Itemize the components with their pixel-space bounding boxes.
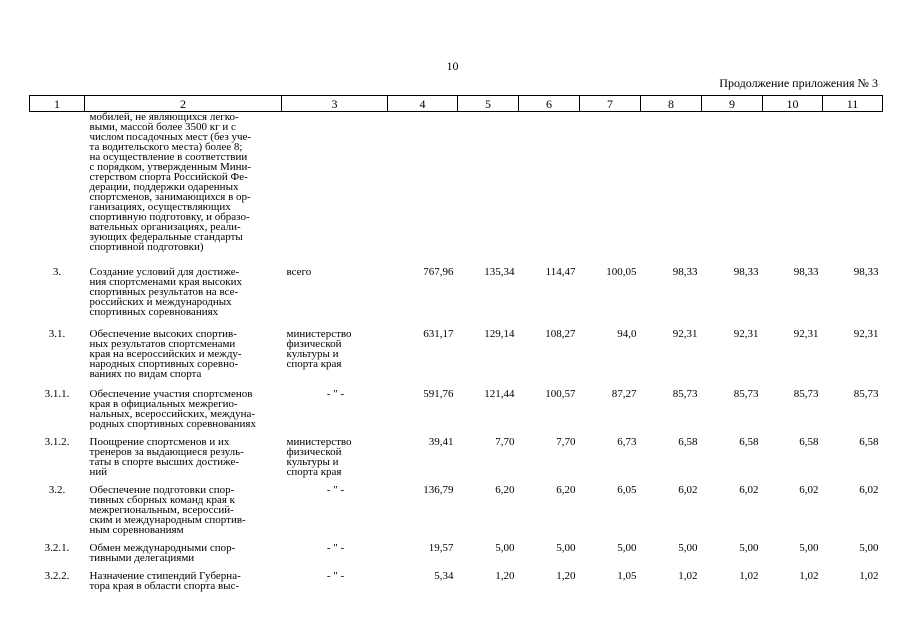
item-description: Обеспечение участия спортсменов края в официальных межрегио- нальных, всероссийских, междуна- родных спортивных соревнованиях bbox=[89, 388, 256, 430]
value-cell: 85,73 bbox=[733, 388, 759, 400]
value-cell: 1,05 bbox=[617, 570, 637, 582]
item-number: 3.1.1. bbox=[44, 388, 70, 400]
column-header: 6 bbox=[519, 96, 580, 112]
value-cell: 85,73 bbox=[793, 388, 819, 400]
table-row bbox=[30, 267, 883, 329]
value-cell: 767,96 bbox=[423, 266, 454, 278]
value-cell: 114,47 bbox=[545, 266, 576, 278]
value-cell bbox=[823, 112, 883, 268]
value-cell: 7,70 bbox=[556, 436, 576, 448]
table-row bbox=[30, 485, 883, 543]
item-number: 3.1.2. bbox=[44, 436, 70, 448]
value-cell: 129,14 bbox=[484, 328, 515, 340]
item-number: 3.2. bbox=[48, 484, 66, 496]
item-executor: - " - bbox=[326, 570, 345, 582]
value-cell: 87,27 bbox=[611, 388, 637, 400]
column-header: 10 bbox=[763, 96, 823, 112]
value-cell: 5,00 bbox=[678, 542, 698, 554]
value-cell: 92,31 bbox=[793, 328, 819, 340]
item-description: Обеспечение высоких спортив- ных результатов спортсменами края на всероссийских и между- народных спортивных соревно- ваниях по видам спорта bbox=[89, 328, 242, 380]
value-cell bbox=[388, 112, 458, 268]
value-cell: 39,41 bbox=[428, 436, 454, 448]
item-description: Назначение стипендий Губерна- тора края в области спорта выс- bbox=[89, 570, 241, 592]
header-row bbox=[30, 96, 883, 112]
value-cell: 19,57 bbox=[428, 542, 454, 554]
table-row bbox=[30, 437, 883, 485]
column-header: 3 bbox=[282, 96, 388, 112]
value-cell: 6,73 bbox=[617, 436, 637, 448]
value-cell: 98,33 bbox=[733, 266, 759, 278]
value-cell: 100,57 bbox=[545, 388, 576, 400]
value-cell: 136,79 bbox=[423, 484, 454, 496]
value-cell: 1,20 bbox=[556, 570, 576, 582]
table-header bbox=[30, 96, 883, 112]
value-cell: 100,05 bbox=[606, 266, 637, 278]
value-cell: 6,58 bbox=[859, 436, 879, 448]
value-cell: 135,34 bbox=[484, 266, 515, 278]
value-cell: 94,0 bbox=[617, 328, 637, 340]
value-cell: 1,20 bbox=[495, 570, 515, 582]
value-cell: 5,00 bbox=[739, 542, 759, 554]
value-cell: 1,02 bbox=[678, 570, 698, 582]
value-cell: 6,02 bbox=[678, 484, 698, 496]
value-cell: 1,02 bbox=[739, 570, 759, 582]
value-cell: 5,00 bbox=[859, 542, 879, 554]
value-cell: 7,70 bbox=[495, 436, 515, 448]
value-cell: 6,20 bbox=[556, 484, 576, 496]
value-cell: 98,33 bbox=[793, 266, 819, 278]
value-cell: 6,20 bbox=[495, 484, 515, 496]
item-description: Обмен международными спор- тивными делегациями bbox=[89, 542, 236, 564]
budget-table bbox=[29, 95, 883, 596]
value-cell: 6,58 bbox=[678, 436, 698, 448]
value-cell: 92,31 bbox=[853, 328, 879, 340]
table-row bbox=[30, 571, 883, 596]
value-cell: 5,00 bbox=[495, 542, 515, 554]
value-cell: 6,02 bbox=[859, 484, 879, 496]
item-description: Обеспечение подготовки спор- тивных сборных команд края к межрегиональным, всероссий- ским и международным спортив- ным соревнованиям bbox=[89, 484, 246, 536]
value-cell: 5,00 bbox=[556, 542, 576, 554]
value-cell: 631,17 bbox=[423, 328, 454, 340]
column-header: 5 bbox=[458, 96, 519, 112]
column-header: 11 bbox=[823, 96, 883, 112]
item-executor: всего bbox=[286, 266, 312, 278]
value-cell: 1,02 bbox=[799, 570, 819, 582]
value-cell bbox=[458, 112, 519, 268]
item-number: 3.2.1. bbox=[44, 542, 70, 554]
value-cell: 6,05 bbox=[617, 484, 637, 496]
table-row bbox=[30, 389, 883, 437]
value-cell: 98,33 bbox=[853, 266, 879, 278]
item-number: 3.1. bbox=[48, 328, 66, 340]
value-cell: 92,31 bbox=[672, 328, 698, 340]
table-row bbox=[30, 329, 883, 389]
value-cell: 6,58 bbox=[799, 436, 819, 448]
value-cell: 6,02 bbox=[799, 484, 819, 496]
value-cell: 6,02 bbox=[739, 484, 759, 496]
value-cell: 92,31 bbox=[733, 328, 759, 340]
page-number: 10 bbox=[446, 59, 459, 73]
table-row bbox=[30, 112, 883, 268]
value-cell: 98,33 bbox=[672, 266, 698, 278]
column-header: 9 bbox=[702, 96, 763, 112]
item-number: 3.2.2. bbox=[44, 570, 70, 582]
value-cell bbox=[519, 112, 580, 268]
value-cell: 5,00 bbox=[617, 542, 637, 554]
value-cell: 85,73 bbox=[672, 388, 698, 400]
item-executor: министерство физической культуры и спорта края bbox=[286, 436, 352, 478]
value-cell: 5,00 bbox=[799, 542, 819, 554]
value-cell: 591,76 bbox=[423, 388, 454, 400]
item-executor: - " - bbox=[326, 484, 345, 496]
value-cell: 85,73 bbox=[853, 388, 879, 400]
table-row bbox=[30, 543, 883, 571]
value-cell: 5,34 bbox=[434, 570, 454, 582]
table-body bbox=[30, 112, 883, 597]
column-header: 8 bbox=[641, 96, 702, 112]
value-cell: 6,58 bbox=[739, 436, 759, 448]
item-executor: - " - bbox=[326, 542, 345, 554]
value-cell bbox=[702, 112, 763, 268]
item-executor: министерство физической культуры и спорта края bbox=[286, 328, 352, 370]
column-header: 2 bbox=[85, 96, 282, 112]
item-description: мобилей, не являющихся легко- выми, массой более 3500 кг и с числом посадочных мест (без уче- та водительского места) более 8; на осуществление в соответствии с порядком, утвержденным Мини- стерством спорта Российской Фе- дерации, поддержки одаренных спортсменов, занимающихся в ор- ганизациях, осуществляющих спортивную подготовку, и образо- вательных организациях, реали- зующих федеральные стандарты спортивной подготовки) bbox=[89, 111, 252, 253]
item-description: Создание условий для достиже- ния спортсменами края высоких спортивных результатов на все- российских и международных спортивных соревнованиях bbox=[89, 266, 242, 318]
column-header: 4 bbox=[388, 96, 458, 112]
item-description: Поощрение спортсменов и их тренеров за выдающиеся резуль- таты в спорте высших достиже- ний bbox=[89, 436, 244, 478]
value-cell bbox=[763, 112, 823, 268]
value-cell: 121,44 bbox=[484, 388, 515, 400]
value-cell bbox=[580, 112, 641, 268]
item-executor: - " - bbox=[326, 388, 345, 400]
value-cell bbox=[641, 112, 702, 268]
item-executor bbox=[282, 112, 388, 268]
item-number: 3. bbox=[52, 266, 62, 278]
column-header: 7 bbox=[580, 96, 641, 112]
item-number bbox=[30, 112, 85, 268]
value-cell: 1,02 bbox=[859, 570, 879, 582]
value-cell: 108,27 bbox=[545, 328, 576, 340]
column-header: 1 bbox=[30, 96, 85, 112]
appendix-continuation-label: Продолжение приложения № 3 bbox=[719, 76, 878, 90]
